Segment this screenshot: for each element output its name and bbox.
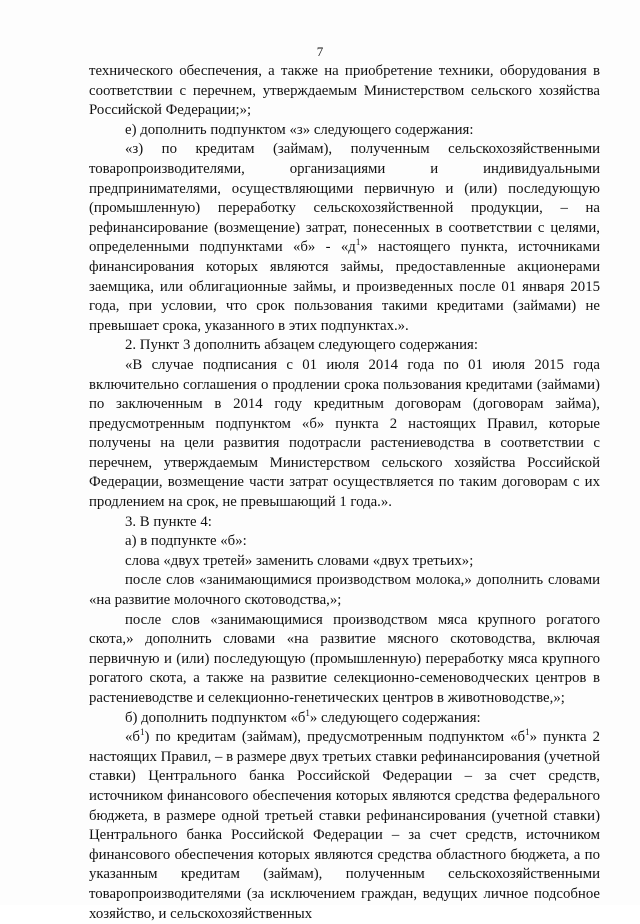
paragraph-text: » следующего содержания: — [309, 709, 481, 726]
paragraph — [89, 709, 600, 729]
paragraph: слова «двух третей» заменить словами «двух третьих»; — [125, 552, 474, 569]
paragraph-text: » настоящего пункта, источниками финансирования которых являются займы, предоставленные акционерами заемщика, или облигационные займы, и произведенных после 01 января 2015 года, при условии, что срок пользования такими кредитами (займами) не превышает срока, указанного в этих подпунктах.». — [89, 239, 600, 334]
paragraph-text: » пункта 2 настоящих Правил, – в размере двух третьих ставки рефинансирования (учетной ставки) Центрального банка Российской Федерации – за счет средств, источником финансового обеспечения которых являются средства федерального бюджета, в размере одной третьей ставки рефинансирования (учетной ставки) Центрального банка Российской Федерации – за счет средств, источником финансового обеспечения которых являются средства областного бюджета, а по указанным кредитам (займам), полученным сельскохозяйственными товаропроизводителями (за исключением граждан, ведущих личное подсобное хозяйство, и сельскохозяйственных — [89, 729, 601, 922]
paragraph: 2. Пункт 3 дополнить абзацем следующего содержания: — [125, 337, 478, 354]
superscript: 1 — [355, 237, 361, 248]
paragraph: после слов «занимающимися производством молока,» дополнить словами «на развитие молочного скотоводства,»; — [89, 572, 600, 609]
superscript: 1 — [525, 727, 530, 738]
paragraph: а) в подпункте «б»: — [125, 533, 247, 550]
paragraph: «В случае подписания с 01 июля 2014 года по 01 июля 2015 года включительно соглашения о продлении срока пользования кредитами (займами) по заключенным в 2014 году кредитным договорам (договорам займа), предусмотренным подпунктом «б» пункта 2 настоящих Правил, которые получены на цели развития подотрасли растениеводства в соответствии с перечнем, утверждаемым Министерством сельского хозяйства Российской Федерации, возмещение части затрат осуществляется по таким договорам с их продлением на срок, не превышающий 1 года.». — [89, 356, 600, 511]
superscript: 1 — [305, 707, 310, 718]
paragraph: после слов «занимающимися производством мяса крупного рогатого скота,» дополнить словами «на развитие мясного скотоводства, включая первичную и (или) последующую (промышленную) переработку мяса крупного рогатого скота, а также на развитие селекционно-семеноводческих центров в растениеводстве и селекционно-генетических центров в животноводстве,»; — [89, 611, 600, 706]
paragraph — [89, 140, 600, 336]
superscript: 1 — [139, 727, 145, 738]
paragraph: 3. В пункте 4: — [125, 513, 212, 530]
document-body — [89, 62, 600, 924]
paragraph: технического обеспечения, а также на приобретение техники, оборудования в соответствии с перечнем, утверждаемым Министерством сельского хозяйства Российской Федерации;»; — [89, 63, 600, 119]
paragraph-text: «б — [125, 729, 140, 746]
paragraph-text: б) дополнить подпунктом «б — [125, 709, 306, 726]
paragraph: е) дополнить подпунктом «з» следующего содержания: — [125, 121, 474, 138]
page-number: 7 — [316, 44, 324, 59]
paragraph-text: ) по кредитам (займам), предусмотренным подпунктом «б — [144, 729, 526, 746]
paragraph — [89, 728, 600, 924]
paragraph-text: «з) по кредитам (займам), полученным сельскохозяйственными товаропроизводителями, организациями и индивидуальными предпринимателями, осуществляющими первичную и (или) последующую (промышленную) переработку сельскохозяйственной продукции, – на рефинансирование (возмещение) затрат, понесенных в соответствии с целями, определенными подпунктами «б» - «д — [89, 141, 600, 256]
